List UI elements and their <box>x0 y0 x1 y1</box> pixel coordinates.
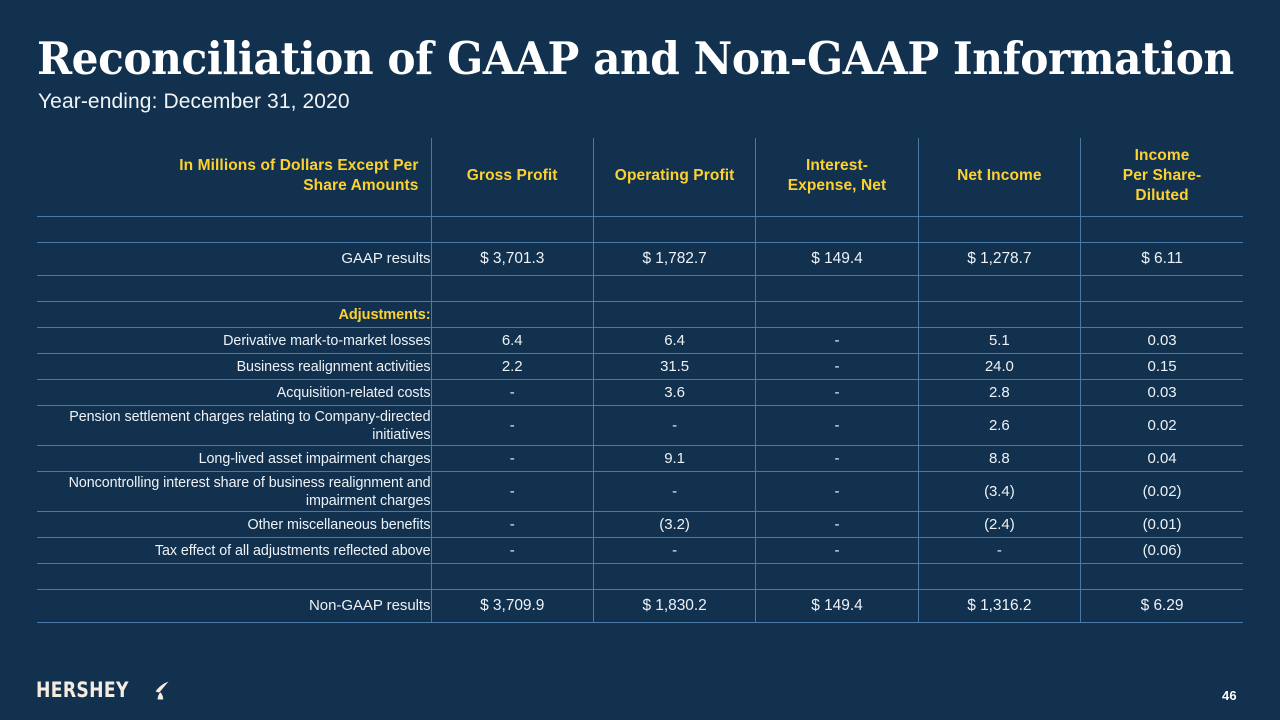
column-header-income-per-share-diluted-line3: Diluted <box>1135 187 1189 204</box>
row-value: (0.01) <box>1081 512 1243 538</box>
row-value: $ 6.11 <box>1081 243 1243 276</box>
row-value: (0.06) <box>1081 538 1243 564</box>
row-label: Adjustments: <box>37 302 431 328</box>
row-value <box>918 217 1080 243</box>
table-row <box>37 217 1243 243</box>
table-row <box>37 276 1243 302</box>
row-label: Business realignment activities <box>37 354 431 380</box>
row-value <box>593 276 755 302</box>
column-header-description <box>37 138 431 217</box>
row-value: 0.04 <box>1081 446 1243 472</box>
row-value: - <box>431 446 593 472</box>
row-value: 2.2 <box>431 354 593 380</box>
row-value <box>431 217 593 243</box>
row-value <box>918 302 1080 328</box>
row-value: - <box>756 406 918 446</box>
row-value: $ 3,709.9 <box>431 590 593 623</box>
row-label: Pension settlement charges relating to Company-directed initiatives <box>37 406 431 446</box>
table-row <box>37 302 1243 328</box>
row-value <box>431 276 593 302</box>
row-value: 9.1 <box>593 446 755 472</box>
row-value: - <box>593 472 755 512</box>
row-value <box>593 564 755 590</box>
row-value: 6.4 <box>431 328 593 354</box>
row-value: - <box>431 380 593 406</box>
row-value: $ 149.4 <box>756 243 918 276</box>
row-value: $ 1,830.2 <box>593 590 755 623</box>
table-row <box>37 406 1243 446</box>
row-value: 5.1 <box>918 328 1080 354</box>
table-row <box>37 328 1243 354</box>
row-value: 24.0 <box>918 354 1080 380</box>
column-header-description-line1: In Millions of Dollars Except Per <box>179 157 419 174</box>
column-header-interest-expense-net-line1: Interest- <box>805 157 868 174</box>
row-label <box>37 564 431 590</box>
row-label <box>37 276 431 302</box>
row-value: (2.4) <box>918 512 1080 538</box>
row-value: - <box>756 512 918 538</box>
row-value <box>918 564 1080 590</box>
column-header-gross-profit <box>431 138 593 217</box>
page-title: Reconciliation of GAAP and Non-GAAP Information <box>37 32 1234 85</box>
row-value <box>1081 276 1243 302</box>
row-value: - <box>756 538 918 564</box>
row-value: - <box>431 406 593 446</box>
reconciliation-table <box>37 138 1243 623</box>
row-label: Tax effect of all adjustments reflected above <box>37 538 431 564</box>
column-header-interest-expense-net-line2: Expense, Net <box>787 177 887 194</box>
row-value: $ 1,782.7 <box>593 243 755 276</box>
row-value <box>431 302 593 328</box>
page-subtitle: Year-ending: December 31, 2020 <box>38 90 350 113</box>
row-value: $ 1,316.2 <box>918 590 1080 623</box>
table-row <box>37 512 1243 538</box>
row-value: (0.02) <box>1081 472 1243 512</box>
row-value: - <box>756 446 918 472</box>
column-header-interest-expense-net <box>756 138 918 217</box>
row-value: 0.03 <box>1081 380 1243 406</box>
row-value: - <box>756 328 918 354</box>
row-value: $ 149.4 <box>756 590 918 623</box>
row-value: 0.02 <box>1081 406 1243 446</box>
row-value: - <box>431 512 593 538</box>
row-value: 2.8 <box>918 380 1080 406</box>
row-value: $ 3,701.3 <box>431 243 593 276</box>
table-row <box>37 590 1243 623</box>
row-value: - <box>431 472 593 512</box>
page-number: 46 <box>1222 688 1237 703</box>
row-value <box>756 564 918 590</box>
column-header-net-income <box>918 138 1080 217</box>
table-row <box>37 472 1243 512</box>
row-label: GAAP results <box>37 243 431 276</box>
row-value: 2.6 <box>918 406 1080 446</box>
column-header-operating-profit <box>593 138 755 217</box>
row-label: Derivative mark-to-market losses <box>37 328 431 354</box>
row-value: 6.4 <box>593 328 755 354</box>
table-row <box>37 243 1243 276</box>
table-body <box>37 217 1243 623</box>
row-value <box>1081 564 1243 590</box>
row-value: - <box>756 380 918 406</box>
table-row <box>37 564 1243 590</box>
table-row <box>37 380 1243 406</box>
row-value: (3.2) <box>593 512 755 538</box>
row-value: 3.6 <box>593 380 755 406</box>
row-value: - <box>756 354 918 380</box>
column-header-description-line2: Share Amounts <box>303 177 419 194</box>
row-value <box>1081 217 1243 243</box>
row-value: 0.15 <box>1081 354 1243 380</box>
row-label: Other miscellaneous benefits <box>37 512 431 538</box>
row-value <box>593 302 755 328</box>
row-value: - <box>593 406 755 446</box>
hershey-logo-wordmark: HERSHEY <box>36 678 129 702</box>
hershey-logo <box>36 680 170 701</box>
row-value <box>918 276 1080 302</box>
column-header-income-per-share-diluted-line2: Per Share- <box>1122 167 1202 184</box>
row-value: - <box>593 538 755 564</box>
row-value: 8.8 <box>918 446 1080 472</box>
row-value: $ 6.29 <box>1081 590 1243 623</box>
hershey-kiss-icon <box>148 680 170 701</box>
row-value <box>756 276 918 302</box>
column-header-operating-profit-line1: Operating Profit <box>614 167 735 184</box>
column-header-income-per-share-diluted-line1: Income <box>1134 147 1190 164</box>
row-value: (3.4) <box>918 472 1080 512</box>
table-row <box>37 446 1243 472</box>
row-label: Acquisition-related costs <box>37 380 431 406</box>
table-row <box>37 354 1243 380</box>
row-value: 31.5 <box>593 354 755 380</box>
row-label <box>37 217 431 243</box>
row-value: 0.03 <box>1081 328 1243 354</box>
column-header-income-per-share-diluted <box>1081 138 1243 217</box>
table-header-row <box>37 138 1243 217</box>
row-label: Non-GAAP results <box>37 590 431 623</box>
row-label: Long-lived asset impairment charges <box>37 446 431 472</box>
row-value: $ 1,278.7 <box>918 243 1080 276</box>
column-header-net-income-line1: Net Income <box>957 167 1042 184</box>
row-value <box>756 217 918 243</box>
row-label: Noncontrolling interest share of business realignment and impairment charges <box>37 472 431 512</box>
reconciliation-table-wrapper <box>37 138 1243 623</box>
table-header <box>37 138 1243 217</box>
column-header-gross-profit-line1: Gross Profit <box>466 167 558 184</box>
row-value: - <box>431 538 593 564</box>
row-value <box>756 302 918 328</box>
table-row <box>37 538 1243 564</box>
row-value: - <box>756 472 918 512</box>
row-value <box>431 564 593 590</box>
row-value <box>1081 302 1243 328</box>
row-value <box>593 217 755 243</box>
row-value: - <box>918 538 1080 564</box>
